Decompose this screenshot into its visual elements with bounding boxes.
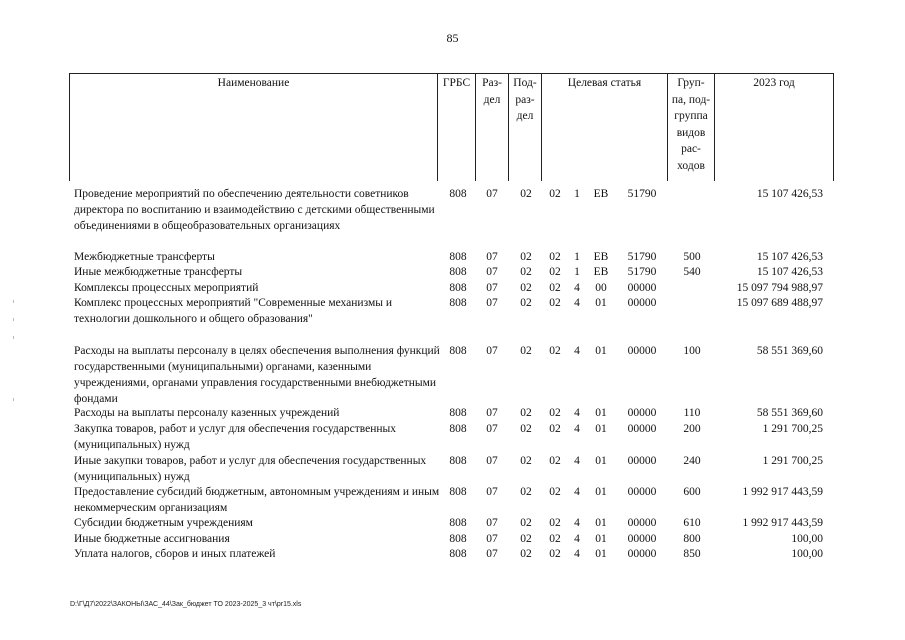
row-target-1: 02 — [549, 345, 561, 357]
row-group: 610 — [683, 517, 701, 529]
row-podrazdel: 02 — [520, 251, 532, 263]
row-name: Иные закупки товаров, работ и услуг для обеспечения государственных (муниципальных) нужд — [74, 455, 427, 483]
row-razdel: 07 — [486, 282, 498, 294]
row-razdel: 07 — [486, 188, 498, 200]
row-grbs: 808 — [449, 407, 467, 419]
row-grbs: 808 — [449, 251, 467, 263]
header-podrazdel: Под- раз- дел — [513, 77, 537, 122]
row-razdel: 07 — [486, 297, 498, 309]
row-podrazdel: 02 — [520, 282, 532, 294]
row-sum: 58 551 369,60 — [756, 407, 823, 419]
row-target-2: 4 — [574, 297, 580, 309]
header-name: Наименование — [217, 77, 290, 89]
row-razdel: 07 — [486, 266, 498, 278]
row-target-2: 4 — [574, 423, 580, 435]
row-sum: 100,00 — [791, 548, 823, 560]
row-target-4: 51790 — [627, 266, 657, 278]
row-target-1: 02 — [549, 486, 561, 498]
row-target-3: 01 — [595, 297, 607, 309]
row-razdel: 07 — [486, 251, 498, 263]
row-target-1: 02 — [549, 407, 561, 419]
file-path-footer: D:\Г\Д7\2022\ЗАКОНЫ\ЗАС_44\Зак_бюджет ТО 2023-2025_3 чт\pr15.xls — [70, 601, 302, 608]
row-grbs: 808 — [449, 486, 467, 498]
row-group: 850 — [683, 548, 701, 560]
row-target-1: 02 — [549, 423, 561, 435]
scan-mark — [13, 300, 14, 303]
row-target-3: 00 — [595, 282, 607, 294]
row-target-4: 51790 — [627, 251, 657, 263]
row-target-2: 4 — [574, 548, 580, 560]
row-target-3: 01 — [595, 423, 607, 435]
header-razdel: Раз- дел — [482, 77, 502, 106]
row-group: 100 — [683, 345, 701, 357]
row-target-2: 4 — [574, 517, 580, 529]
row-target-3: 01 — [595, 455, 607, 467]
row-grbs: 808 — [449, 533, 467, 545]
row-sum: 100,00 — [791, 533, 823, 545]
scan-mark — [13, 318, 14, 321]
row-razdel: 07 — [486, 407, 498, 419]
row-grbs: 808 — [449, 345, 467, 357]
row-target-4: 00000 — [627, 486, 657, 498]
row-sum: 15 097 794 988,97 — [736, 282, 823, 294]
row-sum: 58 551 369,60 — [756, 345, 823, 357]
row-target-3: 01 — [595, 548, 607, 560]
row-grbs: 808 — [449, 455, 467, 467]
row-target-4: 00000 — [627, 407, 657, 419]
row-target-2: 4 — [574, 345, 580, 357]
row-podrazdel: 02 — [520, 517, 532, 529]
row-target-4: 00000 — [627, 345, 657, 357]
row-target-1: 02 — [549, 455, 561, 467]
row-podrazdel: 02 — [520, 486, 532, 498]
row-razdel: 07 — [486, 517, 498, 529]
row-target-4: 00000 — [627, 548, 657, 560]
row-sum: 1 291 700,25 — [762, 423, 823, 435]
row-grbs: 808 — [449, 297, 467, 309]
row-podrazdel: 02 — [520, 548, 532, 560]
row-target-4: 00000 — [627, 455, 657, 467]
row-podrazdel: 02 — [520, 407, 532, 419]
row-target-2: 4 — [574, 455, 580, 467]
row-sum: 1 992 917 443,59 — [742, 486, 823, 498]
row-target-1: 02 — [549, 266, 561, 278]
row-group: 540 — [683, 266, 701, 278]
row-grbs: 808 — [449, 548, 467, 560]
row-target-4: 00000 — [627, 423, 657, 435]
header-grbs: ГРБС — [442, 77, 471, 89]
row-name: Предоставление субсидий бюджетным, автономным учреждениям и иным некоммерческим организациям — [74, 486, 440, 514]
header-target: Целевая статья — [567, 77, 642, 89]
row-name: Комплексы процессных мероприятий — [74, 282, 259, 294]
row-grbs: 808 — [449, 188, 467, 200]
row-target-4: 00000 — [627, 517, 657, 529]
header-year: 2023 год — [753, 77, 795, 89]
row-name: Субсидии бюджетным учреждениям — [74, 517, 253, 529]
row-target-3: ЕВ — [593, 188, 609, 200]
row-razdel: 07 — [486, 345, 498, 357]
row-group: 200 — [683, 423, 701, 435]
row-target-2: 4 — [574, 407, 580, 419]
row-podrazdel: 02 — [520, 533, 532, 545]
row-grbs: 808 — [449, 266, 467, 278]
row-target-1: 02 — [549, 533, 561, 545]
row-name: Иные межбюджетные трансферты — [74, 266, 243, 278]
row-group: 500 — [683, 251, 701, 263]
row-sum: 1 291 700,25 — [762, 455, 823, 467]
row-name: Закупка товаров, работ и услуг для обеспечения государственных (муниципальных) нужд — [74, 423, 397, 451]
row-target-3: 01 — [595, 345, 607, 357]
row-podrazdel: 02 — [520, 297, 532, 309]
row-target-2: 4 — [574, 282, 580, 294]
row-group: 600 — [683, 486, 701, 498]
row-podrazdel: 02 — [520, 188, 532, 200]
row-name: Комплекс процессных мероприятий "Современные механизмы и технологии дошкольного и общего образования" — [74, 297, 392, 325]
row-group: 110 — [683, 407, 701, 419]
row-target-4: 00000 — [627, 533, 657, 545]
row-target-1: 02 — [549, 548, 561, 560]
row-target-3: 01 — [595, 533, 607, 545]
row-target-1: 02 — [549, 188, 561, 200]
row-grbs: 808 — [449, 282, 467, 294]
row-target-2: 1 — [574, 251, 580, 263]
row-target-1: 02 — [549, 517, 561, 529]
row-sum: 15 097 689 488,97 — [736, 297, 823, 309]
header-divider — [833, 73, 834, 181]
row-name: Расходы на выплаты персоналу в целях обеспечения выполнения функций государственными (муниципальными) органами, казенными учреждениями, органами управления государственными внебюджетными фондами — [74, 345, 440, 405]
row-podrazdel: 02 — [520, 455, 532, 467]
row-target-2: 4 — [574, 486, 580, 498]
row-target-1: 02 — [549, 297, 561, 309]
scan-mark — [13, 336, 14, 339]
row-target-1: 02 — [549, 282, 561, 294]
header-group: Груп- па, под- группа видов рас- ходов — [671, 77, 711, 172]
row-grbs: 808 — [449, 517, 467, 529]
row-name: Уплата налогов, сборов и иных платежей — [74, 548, 276, 560]
row-name: Иные бюджетные ассигнования — [74, 533, 230, 545]
row-target-4: 00000 — [627, 282, 657, 294]
row-target-4: 00000 — [627, 297, 657, 309]
row-podrazdel: 02 — [520, 266, 532, 278]
row-group: 240 — [683, 455, 701, 467]
row-target-2: 4 — [574, 533, 580, 545]
page-number: 85 — [446, 31, 459, 45]
row-target-4: 51790 — [627, 188, 657, 200]
row-razdel: 07 — [486, 533, 498, 545]
row-razdel: 07 — [486, 455, 498, 467]
row-target-3: 01 — [595, 407, 607, 419]
row-razdel: 07 — [486, 423, 498, 435]
row-sum: 15 107 426,53 — [756, 188, 823, 200]
scan-mark — [13, 398, 14, 401]
row-razdel: 07 — [486, 486, 498, 498]
row-target-3: 01 — [595, 517, 607, 529]
row-name: Расходы на выплаты персоналу казенных учреждений — [74, 407, 340, 419]
row-target-1: 02 — [549, 251, 561, 263]
row-target-3: ЕВ — [593, 266, 609, 278]
row-razdel: 07 — [486, 548, 498, 560]
row-sum: 1 992 917 443,59 — [742, 517, 823, 529]
row-sum: 15 107 426,53 — [756, 251, 823, 263]
row-target-3: 01 — [595, 486, 607, 498]
row-sum: 15 107 426,53 — [756, 266, 823, 278]
row-podrazdel: 02 — [520, 345, 532, 357]
row-name: Межбюджетные трансферты — [74, 251, 215, 263]
row-target-3: ЕВ — [593, 251, 609, 263]
row-podrazdel: 02 — [520, 423, 532, 435]
header-top-line — [69, 73, 834, 74]
row-target-2: 1 — [574, 188, 580, 200]
row-name: Проведение мероприятий по обеспечению деятельности советников директора по воспитанию и взаимодействию с детскими общественными объединениями в общеобразовательных организациях — [74, 188, 435, 232]
row-target-2: 1 — [574, 266, 580, 278]
row-group: 800 — [683, 533, 701, 545]
row-grbs: 808 — [449, 423, 467, 435]
